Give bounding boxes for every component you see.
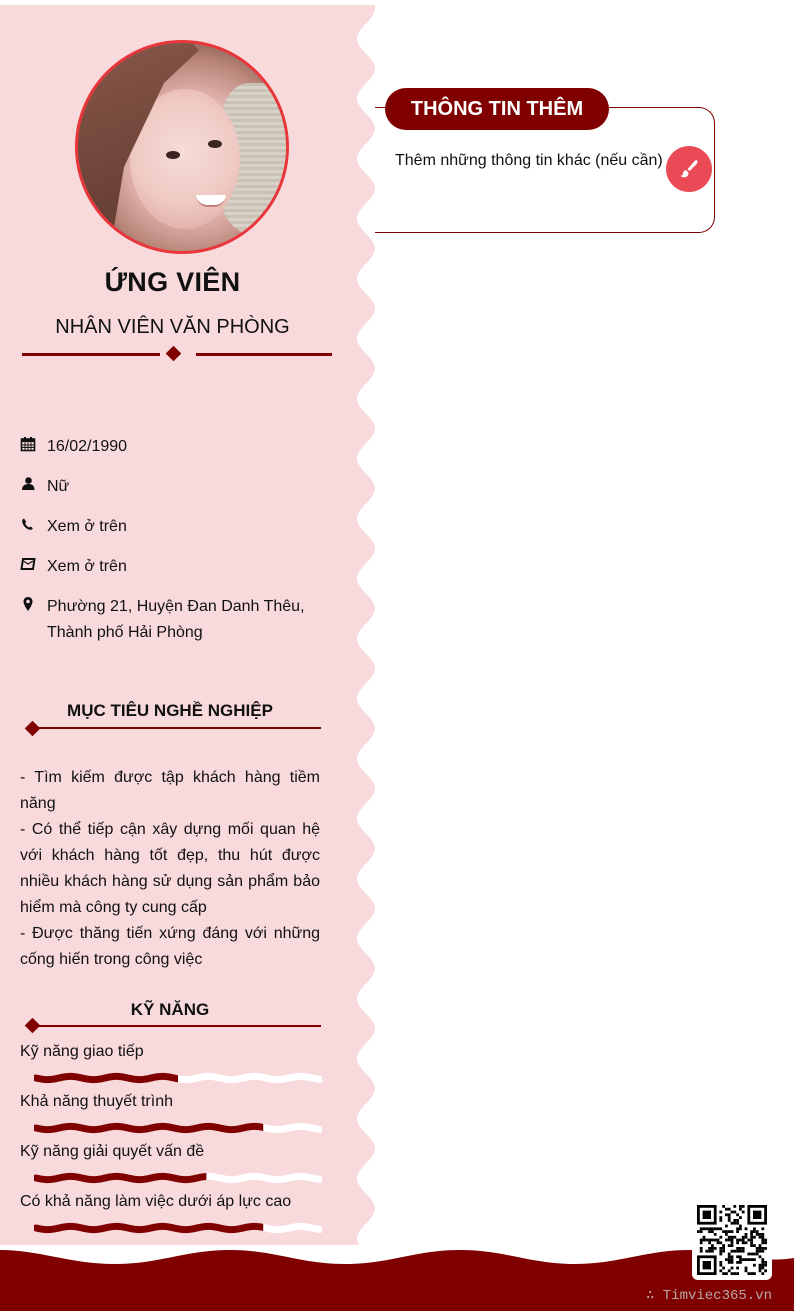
birthday-value: 16/02/1990 <box>47 438 128 455</box>
user-icon <box>20 476 36 492</box>
objective-text[interactable] <box>20 765 320 973</box>
objective-line: - Có thể tiếp cận xây dựng mối quan hệ với khách hàng tốt đẹp, thu hút được nhiều khách hàng sử dụng sản phẩm bảo hiểm mà công ty cung cấp <box>20 821 320 916</box>
objective-line: - Được thăng tiến xứng đáng với những cống hiến trong công việc <box>20 925 320 968</box>
email-value: Xem ở trên <box>47 558 127 575</box>
skill-level-bar <box>34 1222 322 1234</box>
map-marker-icon <box>20 596 36 612</box>
additional-info-title: THÔNG TIN THÊM <box>385 88 609 130</box>
qr-code-icon <box>697 1205 767 1275</box>
objective-divider <box>36 727 321 729</box>
phone-value: Xem ở trên <box>47 518 127 535</box>
skills-divider <box>36 1025 321 1027</box>
avatar[interactable] <box>75 40 289 254</box>
candidate-position[interactable]: NHÂN VIÊN VĂN PHÒNG <box>55 316 290 338</box>
skills-title: KỸ NĂNG <box>130 1000 210 1019</box>
watermark: ∴ Timviec365.vn <box>645 1288 772 1304</box>
objective-title: MỤC TIÊU NGHỀ NGHIỆP <box>67 701 273 720</box>
name-divider-left <box>22 353 160 356</box>
calendar-icon <box>20 436 36 452</box>
skill-label[interactable]: Có khả năng làm việc dưới áp lực cao <box>20 1193 292 1210</box>
additional-info-text[interactable]: Thêm những thông tin khác (nếu cần) <box>395 152 663 169</box>
objective-line: - Tìm kiếm được tập khách hàng tiềm năng <box>20 769 320 812</box>
envelope-icon <box>20 556 36 572</box>
skill-label[interactable]: Khả năng thuyết trình <box>20 1093 173 1110</box>
skill-level-bar <box>34 1122 322 1134</box>
gender-value: Nữ <box>47 478 70 495</box>
avatar-eye-right <box>208 140 222 148</box>
name-divider-right <box>196 353 332 356</box>
avatar-eye-left <box>166 151 180 159</box>
skill-level-bar <box>34 1072 322 1084</box>
address-line-2: Thành phố Hải Phòng <box>47 624 203 641</box>
skill-label[interactable]: Kỹ năng giải quyết vấn đề <box>20 1143 205 1160</box>
skill-level-bar <box>34 1172 322 1184</box>
paintbrush-icon <box>678 158 700 180</box>
qr-code[interactable] <box>692 1200 772 1280</box>
edit-style-button[interactable] <box>666 146 712 192</box>
candidate-name[interactable]: ỨNG VIÊN <box>104 267 241 297</box>
skill-label[interactable]: Kỹ năng giao tiếp <box>20 1043 144 1060</box>
phone-icon <box>20 516 36 532</box>
address-line-1: Phường 21, Huyện Đan Danh Thêu, <box>47 598 305 615</box>
